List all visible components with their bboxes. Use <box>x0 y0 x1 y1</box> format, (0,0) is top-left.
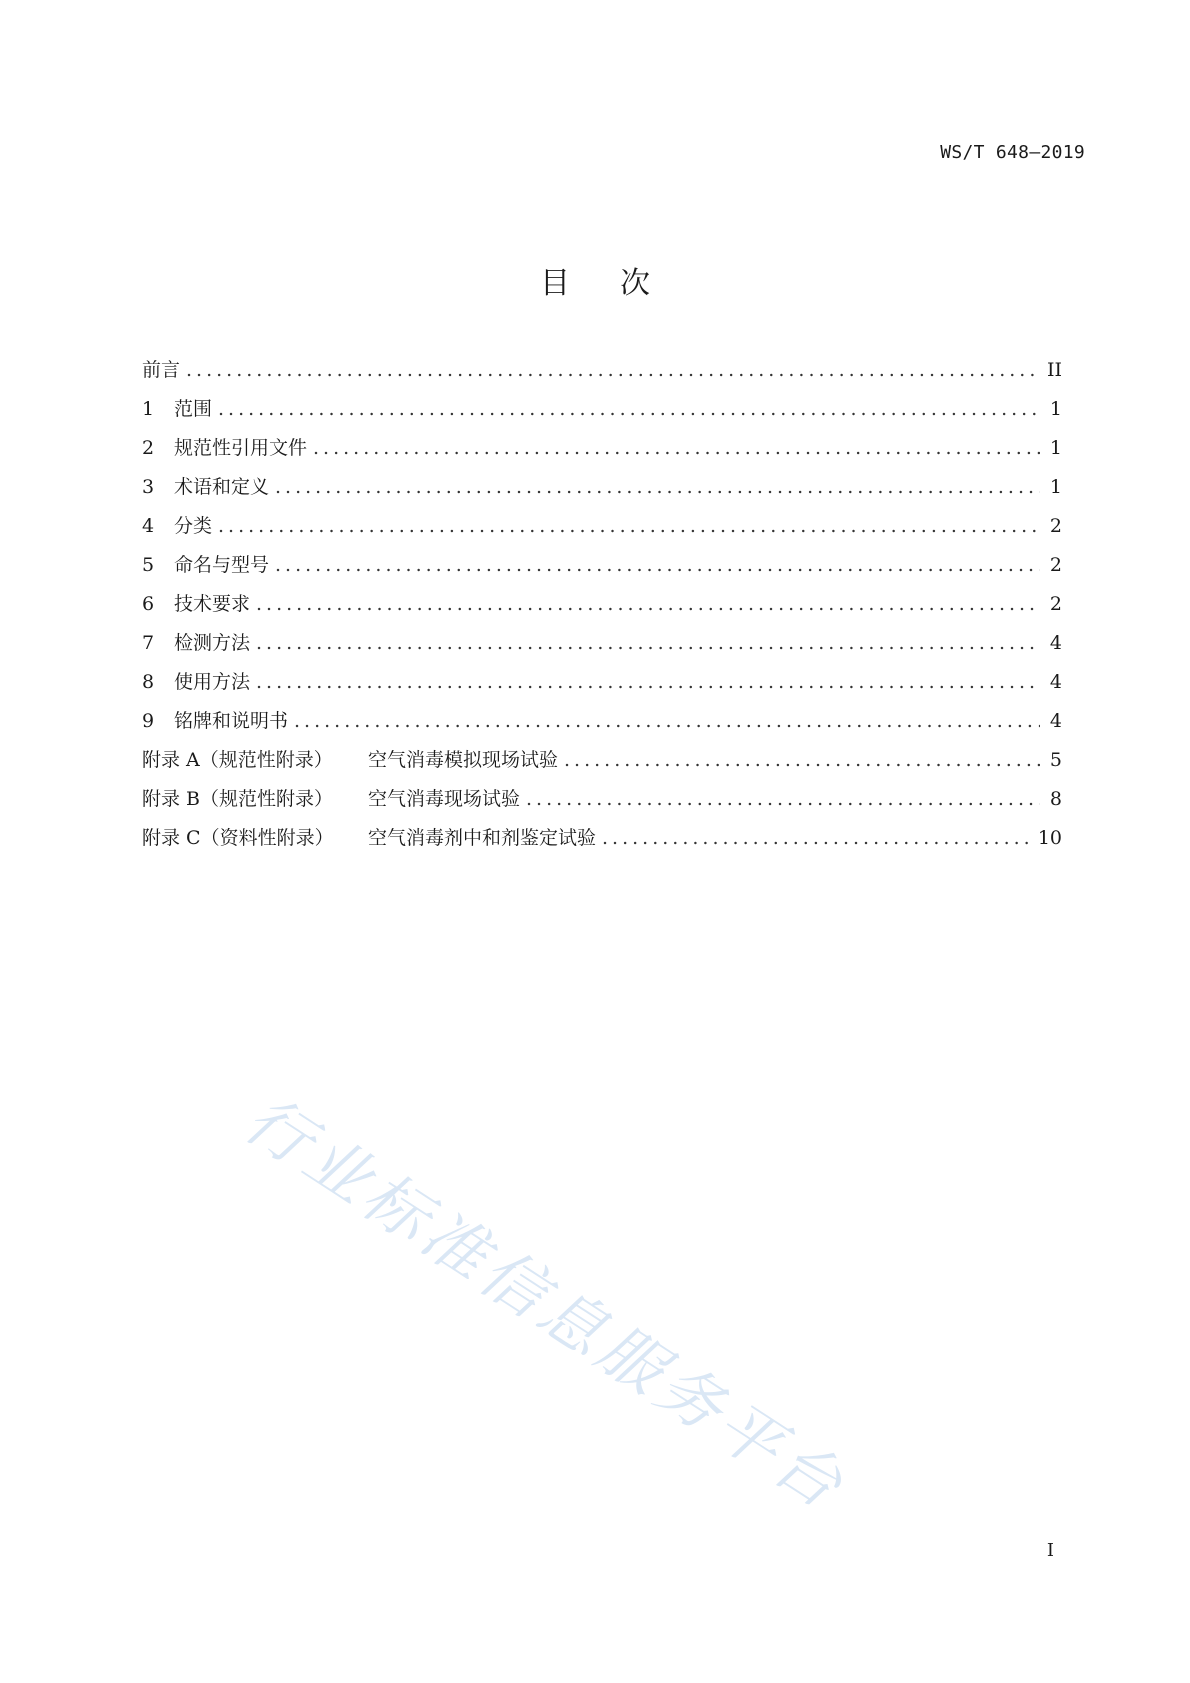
toc-entry-1[interactable] <box>142 394 1062 433</box>
appendix-prefix: 附录 A（规范性附录） <box>142 749 333 771</box>
toc-leader-dots <box>218 398 1040 420</box>
toc-entry-number: 9 <box>142 710 155 732</box>
toc-entry-page: 2 <box>1049 593 1062 615</box>
toc-entry-foreword[interactable] <box>142 355 1062 394</box>
toc-entry-label: 技术要求 <box>174 593 251 615</box>
toc-entry-page: 1 <box>1049 476 1062 498</box>
toc-leader-dots <box>294 710 1040 732</box>
toc-entry-page: 2 <box>1049 554 1062 576</box>
toc-entry-label: 规范性引用文件 <box>174 437 308 459</box>
toc-entry-page: 1 <box>1049 398 1062 420</box>
toc-entry-5[interactable] <box>142 550 1062 589</box>
appendix-prefix: 附录 C（资料性附录） <box>142 827 334 849</box>
toc-entry-number: 5 <box>142 554 155 576</box>
toc-leader-dots <box>186 359 1040 381</box>
toc-entry-page: 8 <box>1049 788 1062 810</box>
toc-entry-number: 8 <box>142 671 155 693</box>
toc-entry-label: 使用方法 <box>174 671 251 693</box>
toc-entry-9[interactable] <box>142 706 1062 745</box>
toc-entry-8[interactable] <box>142 667 1062 706</box>
toc-entry-label: 检测方法 <box>174 632 251 654</box>
toc-entry-3[interactable] <box>142 472 1062 511</box>
toc-entry-7[interactable] <box>142 628 1062 667</box>
toc-entry-number: 1 <box>142 398 155 420</box>
toc-entry-6[interactable] <box>142 589 1062 628</box>
toc-entry-label: 前言 <box>142 359 181 381</box>
toc-entry-page: 4 <box>1049 710 1062 732</box>
toc-entry-label: 分类 <box>174 515 213 537</box>
toc-entry-page: 10 <box>1037 827 1062 849</box>
toc-leader-dots <box>256 671 1040 693</box>
toc-entry-label: 空气消毒现场试验 <box>368 788 521 810</box>
watermark: 行业标准信息服务平台 <box>231 1082 859 1526</box>
toc-entry-number: 6 <box>142 593 155 615</box>
toc-entry-appendix-b[interactable] <box>142 784 1062 823</box>
toc-leader-dots <box>256 632 1040 654</box>
toc-leader-dots <box>275 554 1040 576</box>
appendix-prefix: 附录 B（规范性附录） <box>142 788 334 810</box>
toc-entry-page: 2 <box>1049 515 1062 537</box>
toc-entry-number: 3 <box>142 476 155 498</box>
toc-entry-number: 4 <box>142 515 155 537</box>
toc-leader-dots <box>275 476 1040 498</box>
toc-entry-number: 2 <box>142 437 155 459</box>
toc-entry-page: 4 <box>1049 632 1062 654</box>
toc-entry-2[interactable] <box>142 433 1062 472</box>
toc-leader-dots <box>526 788 1040 810</box>
toc-entry-appendix-a[interactable] <box>142 745 1062 784</box>
toc-leader-dots <box>602 827 1032 849</box>
toc-entry-label: 命名与型号 <box>174 554 270 576</box>
toc-entry-page: 1 <box>1049 437 1062 459</box>
toc-entry-label: 空气消毒剂中和剂鉴定试验 <box>368 827 597 849</box>
toc-entry-label: 术语和定义 <box>174 476 270 498</box>
toc-leader-dots <box>313 437 1040 459</box>
standard-number: WS/T 648—2019 <box>940 142 1085 163</box>
toc-entry-page: 5 <box>1049 749 1062 771</box>
toc-entry-label: 铭牌和说明书 <box>174 710 289 732</box>
toc-entry-label: 空气消毒模拟现场试验 <box>368 749 559 771</box>
toc-leader-dots <box>256 593 1040 615</box>
toc-entry-page: 4 <box>1049 671 1062 693</box>
toc-entry-4[interactable] <box>142 511 1062 550</box>
page-title: 目次 <box>540 266 700 301</box>
page-number: I <box>1046 1540 1054 1561</box>
toc-entry-appendix-c[interactable] <box>142 823 1062 862</box>
toc-leader-dots <box>564 749 1040 771</box>
table-of-contents <box>142 355 1062 862</box>
toc-entry-page: II <box>1046 359 1062 381</box>
toc-entry-number: 7 <box>142 632 155 654</box>
toc-entry-label: 范围 <box>174 398 213 420</box>
toc-leader-dots <box>218 515 1040 537</box>
